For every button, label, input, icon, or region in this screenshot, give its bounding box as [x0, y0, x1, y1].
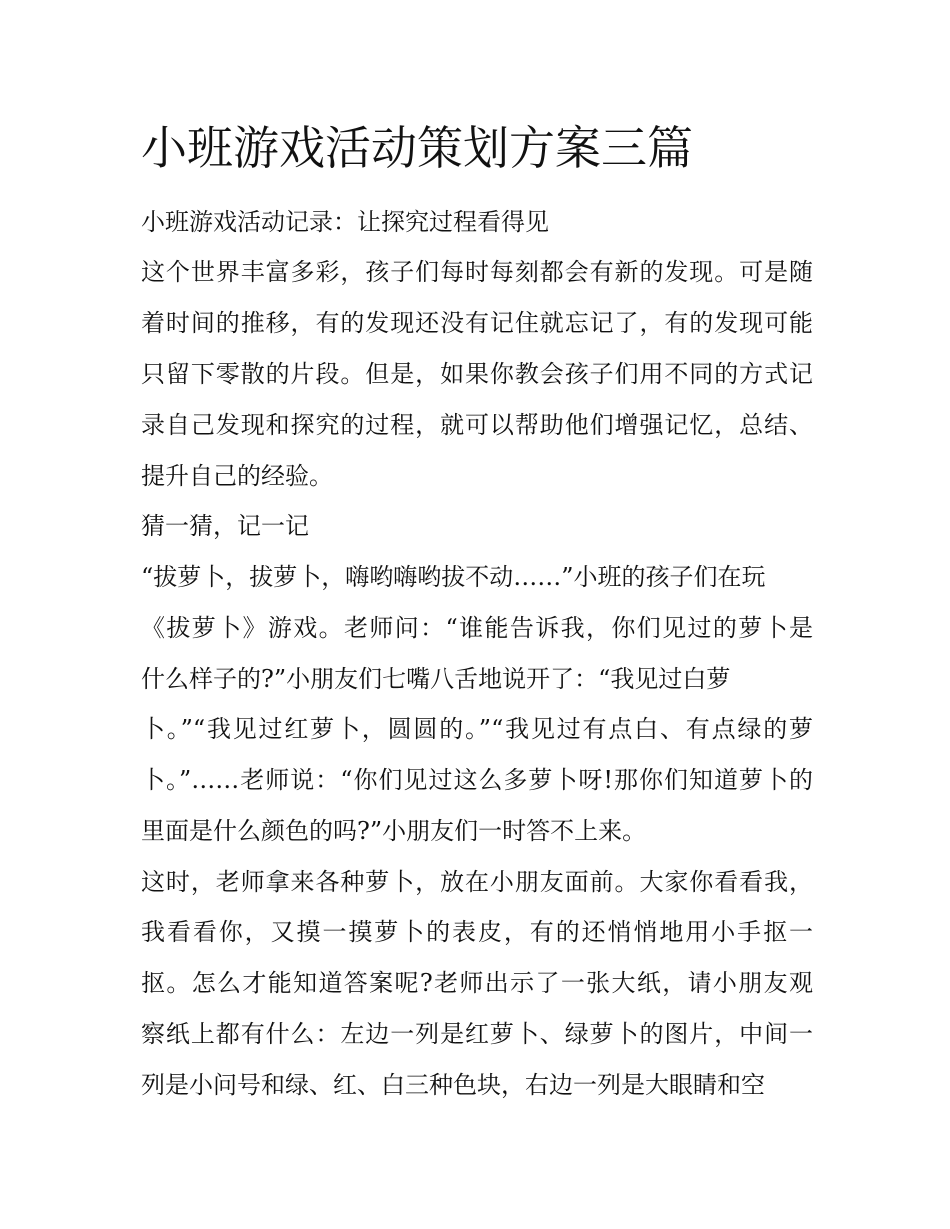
paragraph-line: 察纸上都有什么：左边一列是红萝卜、绿萝卜的图片，中间一	[141, 1020, 813, 1048]
paragraph-line: 提升自己的经验。	[141, 462, 333, 490]
paragraph-line: 这个世界丰富多彩，孩子们每时每刻都会有新的发现。可是随	[141, 258, 813, 286]
paragraph-line: 列是小问号和绿、红、白三种色块，右边一列是大眼睛和空	[141, 1071, 765, 1099]
paragraph-line: 我看看你，又摸一摸萝卜的表皮，有的还悄悄地用小手抠一	[141, 918, 813, 946]
paragraph-line: 卜。”“我见过红萝卜，圆圆的。”“我见过有点白、有点绿的萝	[141, 715, 813, 743]
paragraph-line: 《拔萝卜》游戏。老师问：“谁能告诉我，你们见过的萝卜是	[141, 614, 813, 642]
paragraph-line: 着时间的推移，有的发现还没有记住就忘记了，有的发现可能	[141, 309, 813, 337]
paragraph-line: 只留下零散的片段。但是，如果你教会孩子们用不同的方式记	[141, 360, 813, 388]
document-title: 小班游戏活动策划方案三篇	[141, 121, 693, 175]
section-heading: 猜一猜，记一记	[141, 512, 309, 540]
paragraph-line: 里面是什么颜色的吗?”小朋友们一时答不上来。	[141, 817, 647, 845]
document-subtitle: 小班游戏活动记录：让探究过程看得见	[141, 208, 549, 236]
paragraph-line: 卜。”……老师说：“你们见过这么多萝卜呀!那你们知道萝卜的	[141, 766, 813, 794]
paragraph-line: 什么样子的?”小朋友们七嘴八舌地说开了：“我见过白萝	[141, 665, 731, 693]
paragraph-line: 抠。怎么才能知道答案呢?老师出示了一张大纸，请小朋友观	[141, 969, 813, 997]
paragraph-line: 这时，老师拿来各种萝卜，放在小朋友面前。大家你看看我，	[141, 868, 813, 896]
paragraph-line: “拔萝卜，拔萝卜，嗨哟嗨哟拔不动……”小班的孩子们在玩	[141, 563, 766, 591]
paragraph-line: 录自己发现和探究的过程，就可以帮助他们增强记忆，总结、	[141, 411, 813, 439]
